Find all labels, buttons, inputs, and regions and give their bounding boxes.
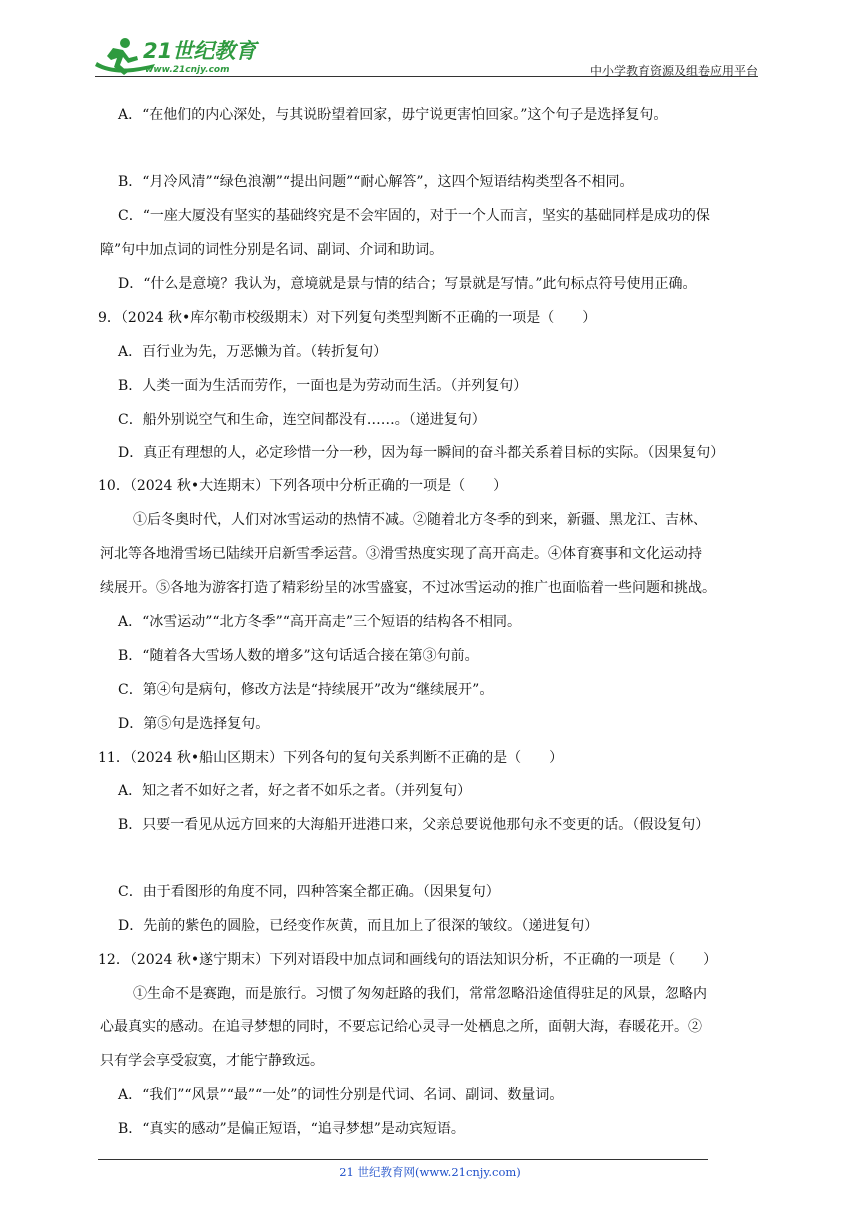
q10-option-c: C．第④句是病句，修改方法是“持续展开”改为“继续展开”。 [118,682,494,698]
question-10-stem: 10．（2024 秋•大连期末）下列各项中分析正确的一项是（ ） [98,478,508,494]
q11-option-a: A．知之者不如好之者，好之者不如乐之者。（并列复句） [118,783,472,799]
q11-option-b: B．只要一看见从远方回来的大海船开进港口来，父亲总要说他那句永不变更的话。（假设复句） [118,817,710,833]
question-11-stem: 11．（2024 秋•船山区期末）下列各句的复句关系判断不正确的是（ ） [98,750,564,766]
logo-url: www.21cnjy.com [145,65,230,75]
header-divider [95,76,758,77]
q10-option-d: D．第⑤句是选择复句。 [118,716,270,732]
q8-option-b: B．“月冷风清”“绿色浪潮”“提出问题”“耐心解答”，这四个短语结构类型各不相同。 [118,174,634,190]
question-9-stem: 9．（2024 秋•库尔勒市校级期末）对下列复句类型判断不正确的一项是（ ） [98,310,597,326]
page-header [95,34,758,78]
q9-option-d: D．真正有理想的人，必定珍惜一分一秒，因为每一瞬间的奋斗都关系着目标的实际。（因果复句） [118,445,725,461]
q11-option-c: C．由于看图形的角度不同，四种答案全都正确。（因果复句） [118,884,500,900]
q12-passage-line: 心最真实的感动。在追寻梦想的同时，不要忘记给心灵寻一处栖息之所，面朝大海，春暖花开。② [100,1019,702,1035]
q10-passage-line: ①后冬奥时代，人们对冰雪运动的热情不减。②随着北方冬季的到来，新疆、黑龙江、吉林、 [133,512,707,528]
q12-passage-line: ①生命不是赛跑，而是旅行。习惯了匆匆赶路的我们，常常忽略沿途值得驻足的风景，忽略内 [133,986,707,1002]
q12-option-a: A．“我们”“风景”“最”“一处”的词性分别是代词、名词、副词、数量词。 [118,1087,564,1103]
q10-passage-line: 河北等各地滑雪场已陆续开启新雪季运营。③滑雪热度实现了高开高走。④体育赛事和文化运动持 [100,546,702,562]
q8-option-d: D．“什么是意境？我认为，意境就是景与情的结合；写景就是写情。”此句标点符号使用正确。 [118,276,697,292]
footer-divider [98,1159,708,1160]
question-12-stem: 12．（2024 秋•遂宁期末）下列对语段中加点词和画线句的语法知识分析，不正确的一项是（ ） [98,952,718,968]
platform-tagline: 中小学教育资源及组卷应用平台 [589,64,758,78]
logo-text: 21世纪教育 [143,39,257,63]
q9-option-b: B．人类一面为生活而劳作，一面也是为劳动而生活。（并列复句） [118,378,528,394]
q9-option-c: C．船外别说空气和生命，连空间都没有……。（递进复句） [118,412,486,428]
q10-option-b: B．“随着各大雪场人数的增多”这句话适合接在第③句前。 [118,648,479,664]
q11-option-d: D．先前的紫色的圆脸，已经变作灰黄，而且加上了很深的皱纹。（递进复句） [118,918,599,934]
q9-option-a: A．百行业为先，万恶懒为首。（转折复句） [118,344,388,360]
q8-option-c-cont: 障”句中加点词的词性分别是名词、副词、介词和助词。 [100,242,444,258]
q12-option-b: B．“真实的感动”是偏正短语，“追寻梦想”是动宾短语。 [118,1121,465,1137]
q12-passage-line: 只有学会享受寂寞，才能宁静致远。 [100,1053,324,1069]
q10-passage-line: 续展开。⑤各地为游客打造了精彩纷呈的冰雪盛宴，不过冰雪运动的推广也面临着一些问题和挑战。 [100,580,716,596]
q10-option-a: A．“冰雪运动”“北方冬季”“高开高走”三个短语的结构各不相同。 [118,614,522,630]
q8-option-c: C．“一座大厦没有坚实的基础终究是不会牢固的，对于一个人而言，坚实的基础同样是成功的保 [118,208,710,224]
q8-option-a: A．“在他们的内心深处，与其说盼望着回家，毋宁说更害怕回家。”这个句子是选择复句。 [118,107,668,123]
site-logo[interactable] [95,34,265,76]
footer-link[interactable]: 21 世纪教育网(www.21cnjy.com) [339,1165,521,1179]
